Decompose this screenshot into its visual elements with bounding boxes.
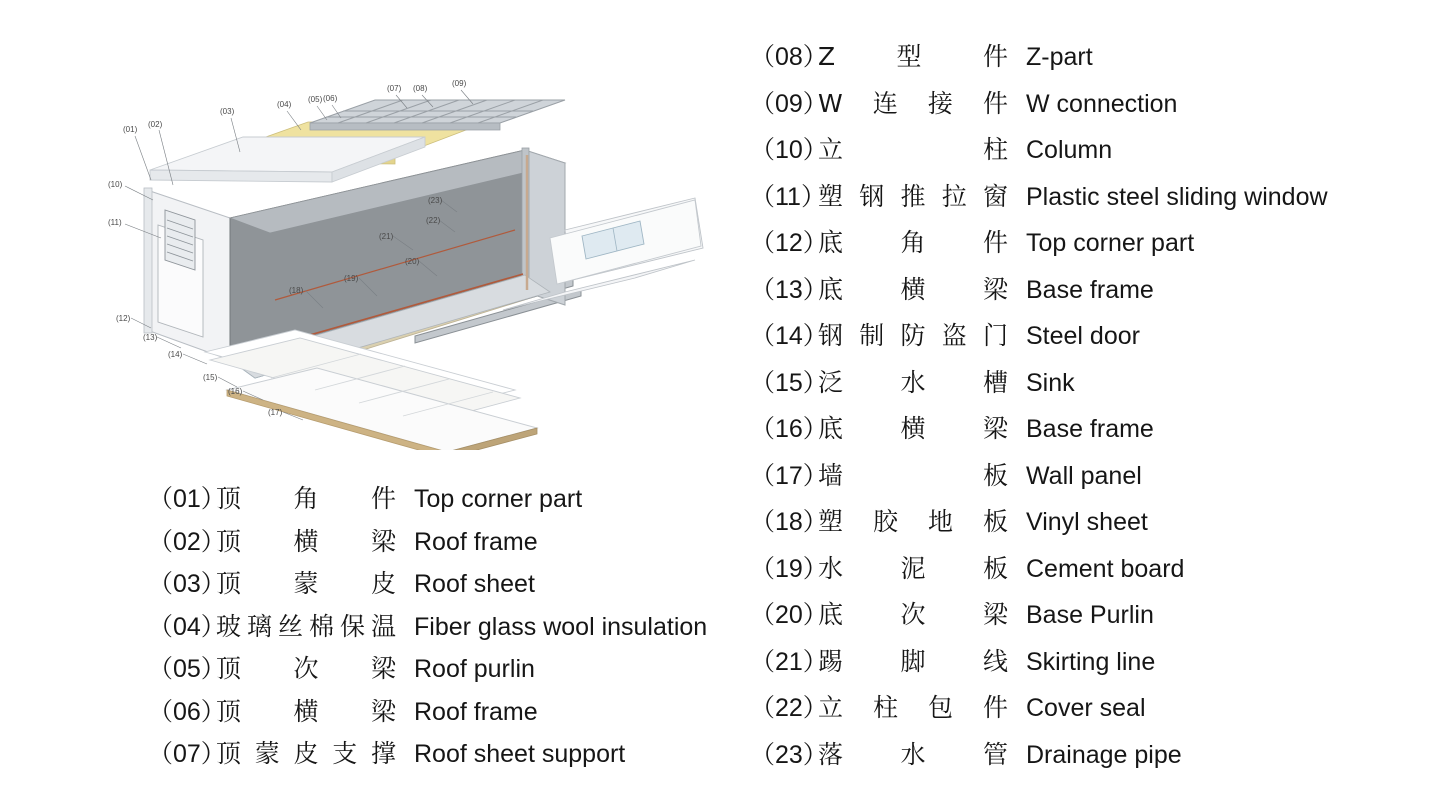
- legend-label-cn: 塑钢推拉窗: [818, 181, 1008, 211]
- container-house-exploded-diagram: [95, 60, 735, 450]
- legend-label-cn: 顶蒙皮: [216, 569, 396, 598]
- legend-label-cn: 墙板: [818, 460, 1008, 490]
- callout-02: (02): [148, 120, 163, 129]
- legend-label-en: Cement board: [1026, 554, 1185, 583]
- legend-number: （01）: [148, 485, 226, 513]
- list-item: [750, 313, 1441, 360]
- list-item: [750, 220, 1441, 267]
- callout-17: (17): [268, 408, 283, 417]
- legend-label-en: W connection: [1026, 89, 1178, 118]
- list-item: [148, 648, 748, 691]
- legend-label-cn: 底横梁: [818, 414, 1008, 443]
- legend-number: （22）: [750, 694, 828, 722]
- list-item: [750, 546, 1441, 593]
- legend-label-cn: 踢脚线: [818, 646, 1008, 676]
- legend-list-right: [750, 34, 1441, 778]
- callout-08: (08): [413, 84, 428, 93]
- legend-number: （18）: [750, 508, 828, 536]
- legend-number: （19）: [750, 554, 828, 583]
- legend-list-left: [148, 478, 748, 776]
- legend-number: （13）: [750, 275, 828, 304]
- list-item: [750, 592, 1441, 639]
- callout-09: (09): [452, 79, 467, 88]
- legend-number: （09）: [750, 89, 828, 118]
- legend-number: （20）: [750, 601, 828, 629]
- legend-label-en: Fiber glass wool insulation: [414, 612, 708, 641]
- legend-number: （23）: [750, 740, 828, 769]
- legend-label-en: Base Purlin: [1026, 601, 1154, 629]
- legend-label-en: Roof frame: [414, 527, 538, 556]
- legend-number: （07）: [148, 740, 226, 768]
- callout-11: (11): [108, 218, 122, 227]
- callout-12: (12): [116, 314, 131, 323]
- legend-number: （17）: [750, 461, 828, 490]
- roof-sheet-layer: [150, 137, 425, 182]
- legend-number: （08）: [750, 43, 828, 71]
- callout-01: (01): [123, 125, 138, 134]
- legend-label-en: Top corner part: [414, 485, 583, 513]
- callout-10: (10): [108, 180, 123, 189]
- legend-label-en: Vinyl sheet: [1026, 508, 1148, 536]
- list-item: [148, 691, 748, 734]
- container-house-svg: [95, 60, 735, 450]
- callout-07: (07): [387, 84, 402, 93]
- legend-number: （14）: [750, 322, 828, 350]
- list-item: [750, 81, 1441, 128]
- legend-label-en: Roof sheet support: [414, 740, 626, 768]
- legend-label-en: Wall panel: [1026, 461, 1142, 490]
- list-item: [750, 360, 1441, 407]
- list-item: [148, 478, 748, 521]
- legend-label-en: Roof frame: [414, 697, 538, 726]
- legend-label-cn: 立柱: [818, 135, 1008, 164]
- legend-label-en: Drainage pipe: [1026, 740, 1182, 769]
- container-body: [144, 148, 581, 378]
- callout-03: (03): [220, 107, 235, 116]
- callout-05: (05): [308, 95, 323, 104]
- legend-label-cn: 顶角件: [216, 484, 396, 513]
- legend-label-cn: 底次梁: [818, 600, 1008, 629]
- legend-number: （11）: [750, 182, 826, 211]
- legend-label-cn: 顶蒙皮支撑: [216, 739, 396, 768]
- legend-label-cn: 顶次梁: [216, 654, 396, 683]
- callout-18: (18): [289, 286, 304, 295]
- list-item: [148, 521, 748, 564]
- list-item: [750, 174, 1441, 221]
- legend-label-en: Roof sheet: [414, 570, 535, 598]
- legend-number: （02）: [148, 527, 226, 556]
- legend-number: （05）: [148, 655, 226, 683]
- legend-label-cn: 玻璃丝棉保温: [216, 611, 396, 641]
- list-item: [750, 127, 1441, 174]
- legend-number: （04）: [148, 612, 226, 641]
- list-item: [750, 499, 1441, 546]
- callout-16: (16): [228, 387, 243, 396]
- legend-label-en: Plastic steel sliding window: [1026, 182, 1328, 211]
- callout-04: (04): [277, 100, 292, 109]
- legend-number: （10）: [750, 136, 828, 164]
- callout-15: (15): [203, 373, 218, 382]
- legend-label-en: Cover seal: [1026, 694, 1146, 722]
- list-item: [148, 733, 748, 776]
- legend-label-cn: 底角件: [818, 228, 1008, 257]
- legend-number: （15）: [750, 368, 828, 397]
- legend-label-cn: W连接件: [818, 88, 1008, 118]
- legend-label-cn: 顶横梁: [216, 696, 396, 726]
- legend-label-en: Skirting line: [1026, 647, 1156, 676]
- callout-14: (14): [168, 350, 183, 359]
- list-item: [750, 685, 1441, 732]
- legend-number: （12）: [750, 229, 828, 257]
- legend-label-cn: 钢制防盗门: [818, 321, 1008, 350]
- legend-label-cn: 塑胶地板: [818, 507, 1008, 536]
- floor-panel-assembly: [205, 330, 537, 450]
- legend-number: （03）: [148, 570, 226, 598]
- callout-23: (23): [428, 196, 443, 205]
- legend-label-en: Sink: [1026, 368, 1075, 397]
- list-item: [750, 267, 1441, 314]
- callout-19: (19): [344, 274, 359, 283]
- legend-label-cn: 底横梁: [818, 274, 1008, 304]
- legend-label-en: Steel door: [1026, 322, 1140, 350]
- list-item: [750, 453, 1441, 500]
- list-item: [750, 34, 1441, 81]
- callout-13: (13): [143, 333, 158, 342]
- legend-label-en: Base frame: [1026, 415, 1154, 443]
- list-item: [750, 406, 1441, 453]
- callout-20: (20): [405, 257, 420, 266]
- roof-frame-grid: [310, 100, 565, 130]
- list-item: [148, 563, 748, 606]
- callout-22: (22): [426, 216, 441, 225]
- legend-label-cn: 泛水槽: [818, 367, 1008, 397]
- list-item: [148, 606, 748, 649]
- legend-number: （16）: [750, 415, 828, 443]
- legend-label-en: Roof purlin: [414, 655, 535, 683]
- legend-label-cn: 立柱包件: [818, 693, 1008, 722]
- list-item: [750, 732, 1441, 779]
- callout-06: (06): [323, 94, 338, 103]
- legend-number: （06）: [148, 697, 226, 726]
- legend-label-en: Column: [1026, 136, 1113, 164]
- legend-number: （21）: [750, 647, 828, 676]
- legend-label-en: Top corner part: [1026, 229, 1195, 257]
- callout-21: (21): [379, 232, 394, 241]
- legend-label-cn: Z型件: [818, 42, 1008, 71]
- legend-label-en: Z-part: [1026, 43, 1093, 71]
- legend-label-cn: 落水管: [818, 739, 1008, 769]
- legend-label-cn: 顶横梁: [216, 526, 396, 556]
- legend-label-cn: 水泥板: [818, 553, 1008, 583]
- list-item: [750, 639, 1441, 686]
- legend-label-en: Base frame: [1026, 275, 1154, 304]
